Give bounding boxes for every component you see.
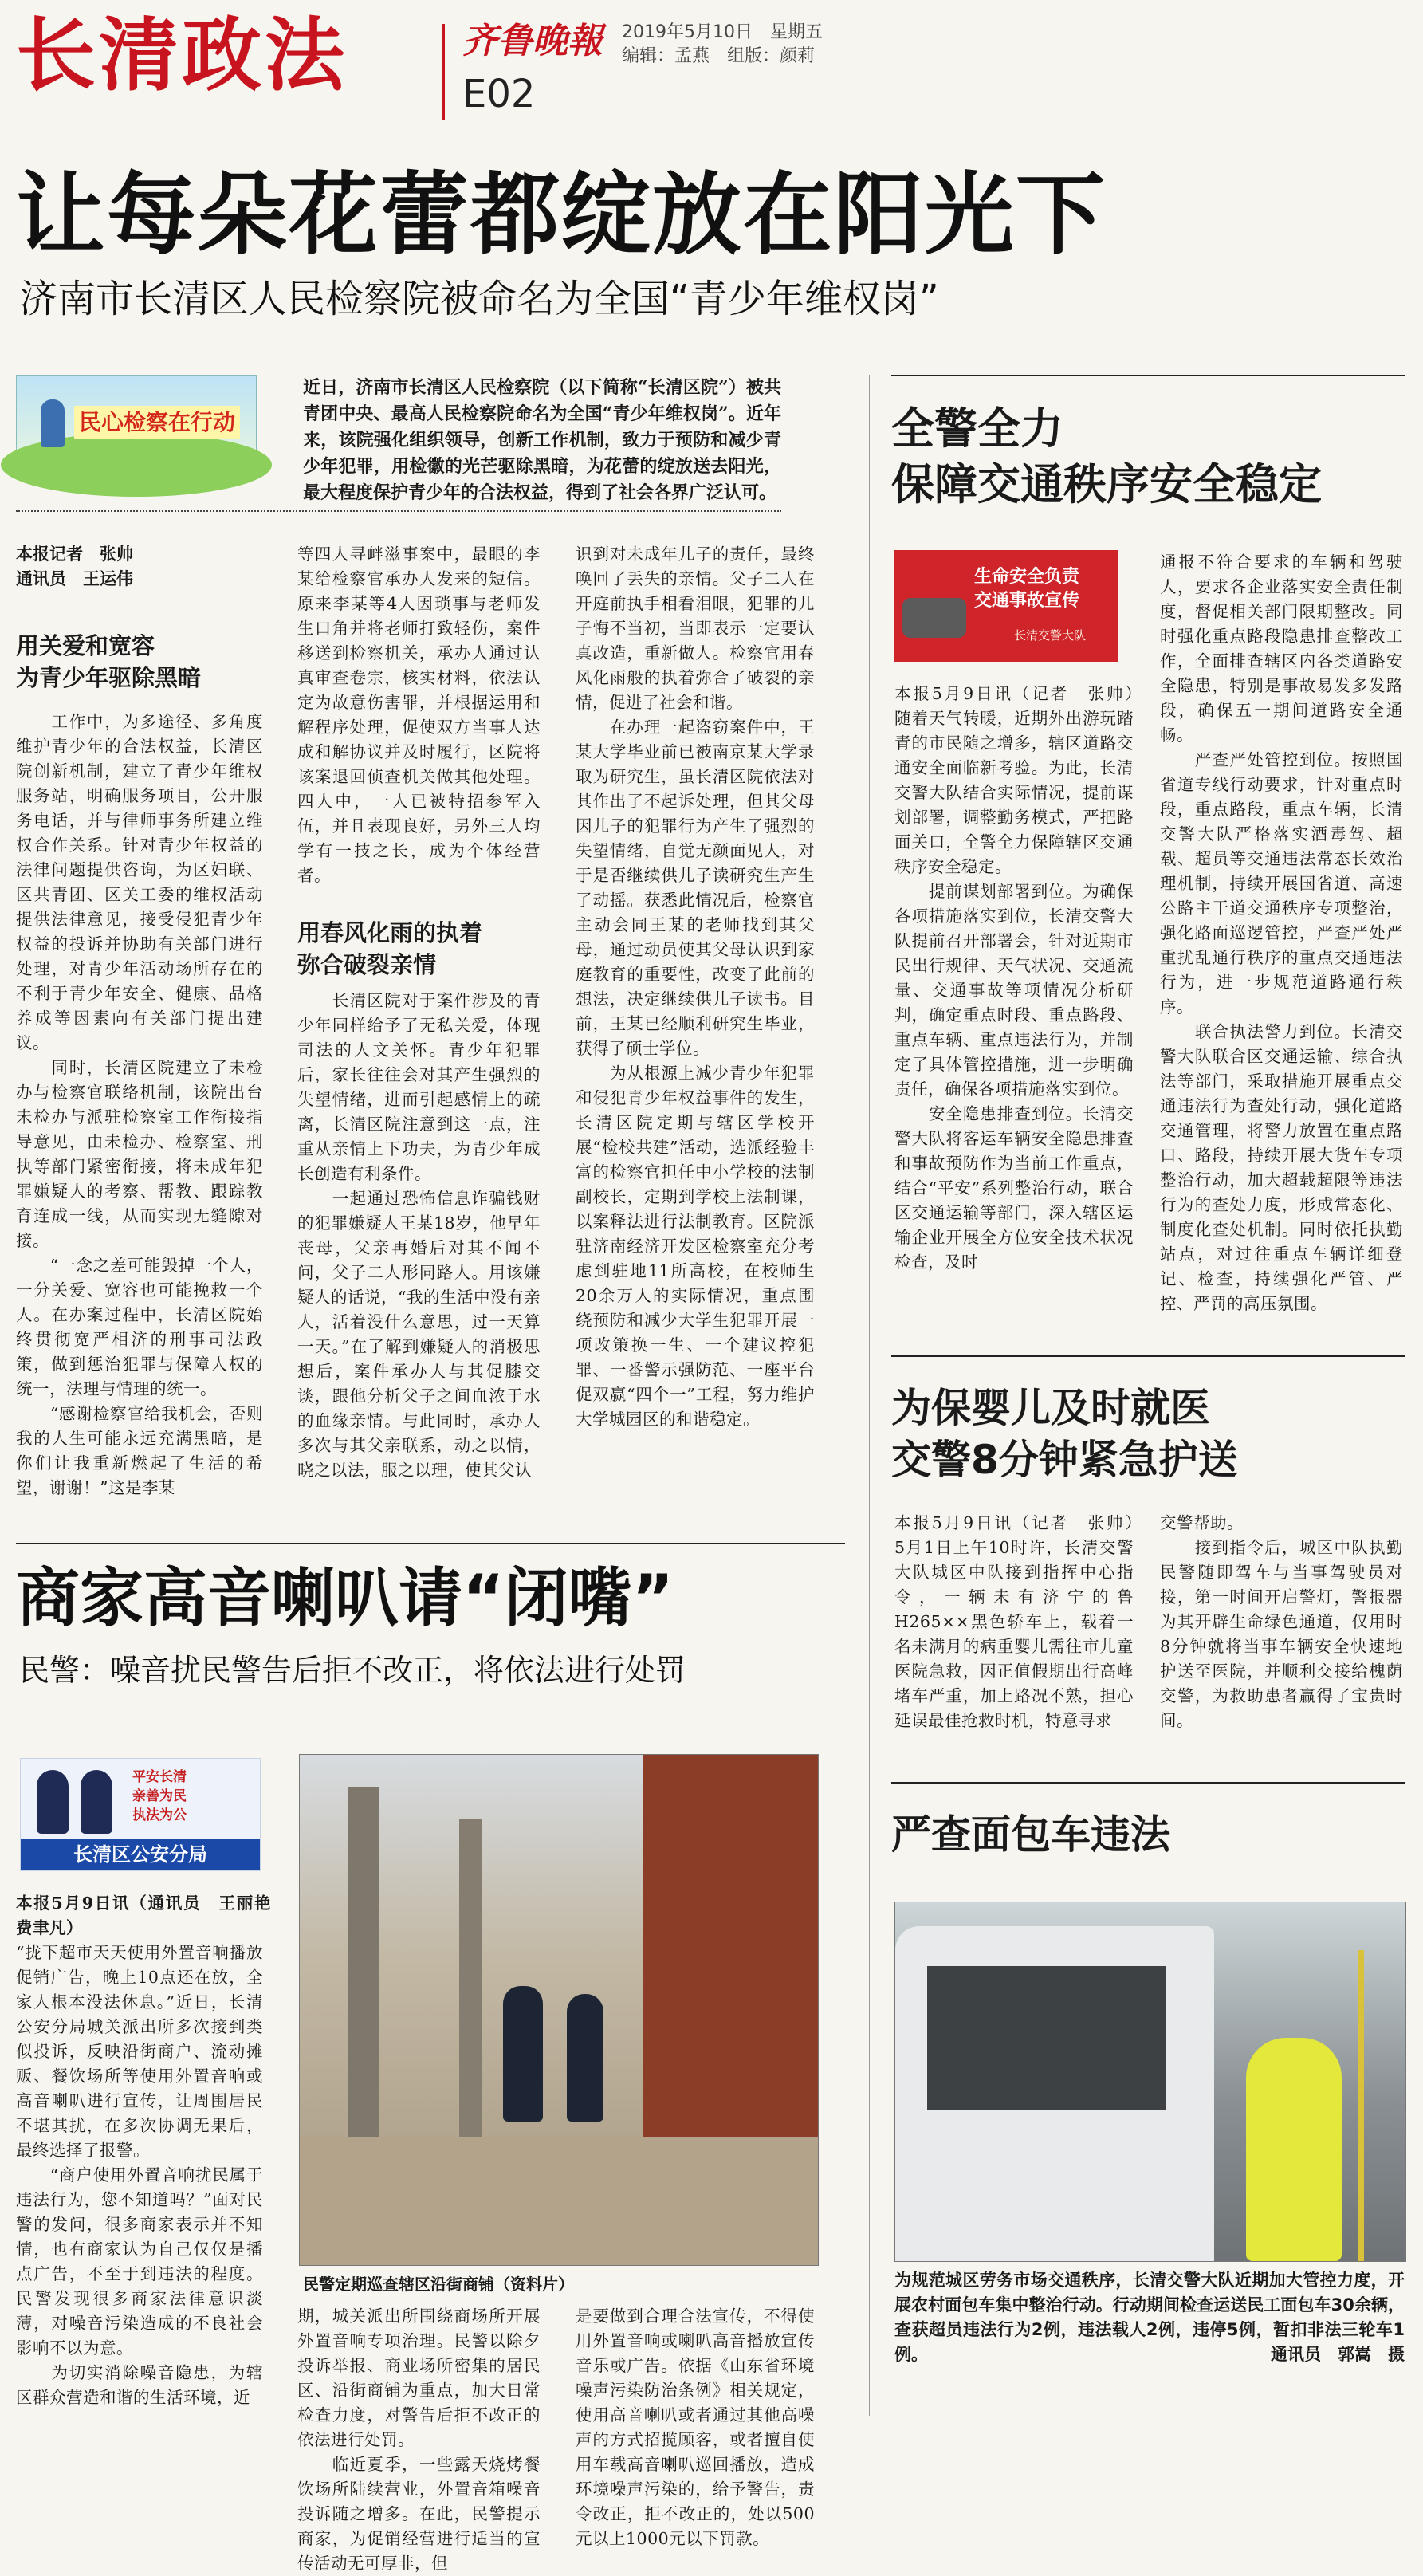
lead-column-1: 工作中，为多途径、多角度维护青少年的合法权益，长清区院创新机制，建立了青少年维权服务站，明确服务项目，公开服务电话，并与律师事务所建立维权合作关系。针对青少年权益的法律问题提供咨询，为区妇联、区共青团、区关工委的维权活动提供法律意见，接受侵犯青少年权益的投诉并协助有关部门进行处理，对青少年活动场所存在的不利于青少年安全、健康、品格养成等因素向有关部门提出建议。 同时，长清区院建立了未检办与检察官联络机制，该院出台未检办与派驻检察室工作衔接指导意见，由未检办、检察室、刑执等部门紧密衔接，将未成年犯罪嫌疑人的考察、帮教、跟踪教育连成一线，从而实现无缝隙对接。 “一念之差可能毁掉一个人，一分关爱、宽容也可能挽救一个人。在办案过程中，长清区院始终贯彻宽严相济的刑事司法政策，做到惩治犯罪与保障人权的统一，法理与情理的统一。 “感谢检察官给我机会，否则我的人生可能永远充满黑暗，是你们让我重新燃起了生活的希望，谢谢！”这是李某 <box>16 712 263 1497</box>
car-crash-icon <box>902 598 966 638</box>
lead-column-2a: 等四人寻衅滋事案中，最眼的李某给检察官承办人发来的短信。原来李某等4人因琐事与老师发生口角并将老师打致轻伤，案件移送到检察机关，承办人通过认真审查卷宗，核实材料，依法认定为故意伤害罪，并根据运用和解程序处理，促使双方当事人达成和解协议并及时履行，区院将该案退回侦查机关做其他处理。四人中，一人已被特招参军入伍，并且表现良好，另外三人均学有一技之长，成为个体经营者。 <box>297 545 541 885</box>
story4-headline-line1: 为保婴儿及时就医 <box>891 1385 1210 1431</box>
lead-logo-panel <box>16 375 257 472</box>
column-separator <box>869 375 870 2416</box>
lead-subhead-2: 用春风化雨的执着 弥合破裂亲情 <box>297 919 483 978</box>
issue-date: 2019年5月10日 星期五 <box>622 22 823 42</box>
story5-photo-caption <box>894 2268 1405 2367</box>
lead-subheadline: 济南市长清区人民检察院被命名为全国“青少年维权岗” <box>19 277 939 321</box>
road-marking <box>1358 1950 1364 2261</box>
masthead-divider <box>442 24 445 120</box>
story3-column-1: 本报5月9日讯（记者 张帅） 随着天气转暖，近期外出游玩踏青的市民随之增多，辖区道路交通安全面临新考验。为此，长清交警大队结合实际情况，提前谋划部署，调整勤务模式，严把路面关口，全警全力保障辖区交通秩序安全稳定。 提前谋划部署到位。为确保各项措施落实到位，长清交警大队提前召开部署会，针对近期市民出行规律、天气状况、交通流量、交通事故等项情况分析研判，确定重点时段、重点路段、重点车辆、重点违法行为，并制定了具体管控措施，进一步明确责任，确保各项措施落实到位。 安全隐患排查到位。长清交警大队将客运车辆安全隐患排查和事故预防作为当前工作重点，结合“平安”系列整治行动，联合区交通运输等部门，深入辖区运输企业开展全方位安全技术状况检查，及时 <box>894 684 1134 1272</box>
lead-intro-text: 近日，济南市长清区人民检察院（以下简称“长清区院”）被共青团中央、最高人民检察院命名为全国“青少年维权岗”。近年来，该院强化组织领导，创新工作机制，致力于预防和减少青少年犯罪，用检徽的光芒驱除黑暗，为花蕾的绽放送去阳光，最大程度保护青少年的合法权益，得到了社会各界广泛认可。 <box>303 377 781 503</box>
story2-byline: 本报5月9日讯（通讯员 王丽艳 费聿凡） <box>16 1894 288 1937</box>
police-logo <box>20 1758 261 1871</box>
story5-top-rule <box>891 1782 1405 1784</box>
story2-headline: 商家高音喇叭请“闭嘴” <box>16 1561 674 1635</box>
story3-logo <box>894 550 1118 662</box>
minivan-window <box>927 1966 1166 2110</box>
story2-subheadline: 民警：噪音扰民警告后拒不改正，将依法进行处罚 <box>19 1653 686 1688</box>
story3-headline-line2: 保障交通秩序安全稳定 <box>891 459 1322 509</box>
story3-logo-text-3: 长清交警大队 <box>1014 628 1087 643</box>
editor-credits: 编辑：孟燕 组版：颜莉 <box>622 46 816 66</box>
section-title: 长清政法 <box>16 9 348 102</box>
story3-logo-text-2: 交通事故宣传 <box>974 591 1080 611</box>
story4-top-rule <box>891 1355 1405 1357</box>
lead-byline-reporter: 本报记者 张帅 <box>16 545 133 564</box>
story4-headline-line2: 交警8分钟紧急护送 <box>891 1437 1238 1483</box>
story3-column-2: 通报不符合要求的车辆和驾驶人，要求各企业落实安全责任制度，督促相关部门限期整改。同时强化重点路段隐患排查整改工作，全面排查辖区内各类道路安全隐患，特别是事故易发多发路段，确保五一期间道路安全通畅。 严查严处管控到位。按照国省道专线行动要求，针对重点时段，重点路段，重点车辆，长清交警大队严格落实酒毒驾、超载、超员等交通违法常态长效治理机制，持续开展国省道、高速公路主干道交通秩序专项整治，强化路面巡逻管控，严查严处严重扰乱通行秩序的重点交通违法行为，进一步规范道路通行秩序。 联合执法警力到位。长清交警大队联合区交通运输、综合执法等部门，采取措施开展重点交通违法行为查处行动，强化道路交通管理，将警力放置在重点路口、路段，持续开展大货车专项整治行动，加大超载超限等违法行为的查处力度，形成常态化、制度化查处机制。同时依托执勤站点，对过往重点车辆详细登记、检查，持续强化严管、严控、严罚的高压氛围。 <box>1160 553 1403 1313</box>
lead-logo-text: 民心检察在行动 <box>74 406 240 439</box>
police-figure-icon <box>81 1770 112 1834</box>
traffic-officer-figure <box>1246 2038 1342 2261</box>
paper-name-logo: 齐鲁晚報 <box>462 21 603 61</box>
lead-headline: 让每朵花蕾都绽放在阳光下 <box>16 163 1107 267</box>
story4-column-1: 本报5月9日讯（记者 张帅） 5月1日上午10时许，长清交警大队城区中队接到指挥中心指令，一辆未有济宁的鲁H265××黑色轿车上，载着一名未满月的病重婴儿需往市儿童医院急救，因正值假期出行高峰堵车严重，加上路况不熟，担心延误最佳抢救时机，特意寻求 <box>894 1513 1150 1730</box>
lead-subhead-1: 用关爱和宽容 为青少年驱除黑暗 <box>16 632 202 691</box>
story2-column-2: 期，城关派出所围绕商场所开展外置音响专项治理。民警以除夕投诉举报、商业场所密集的居民区、沿街商铺为重点，加大日常检查力度，对警告后拒不改正的依法进行处罚。 临近夏季，一些露天烧烤餐饮场所陆续营业，外置音箱噪音投诉随之增多。在此，民警提示商家，为促销经营进行适当的宣传活动无可厚非，但 <box>297 2307 541 2573</box>
story4-column-2: 交警帮助。 接到指令后，城区中队执勤民警随即驾车与当事驾驶员对接，第一时间开启警灯，警报器为其开辟生命绿色通道，仅用时8分钟就将当事车辆安全快速地护送至医院，并顺利交接给槐荫交警，为救助患者赢得了宝贵时间。 <box>1160 1513 1403 1730</box>
lead-intro-rule <box>16 510 781 512</box>
lead-intro <box>303 375 781 506</box>
story5-headline: 严查面包车违法 <box>891 1811 1170 1858</box>
story5-photo-credit: 通讯员 郭嵩 摄 <box>1271 2345 1405 2364</box>
story2-photo-caption: 民警定期巡查辖区沿街商铺（资料片） <box>303 2275 574 2294</box>
police-figure-icon <box>37 1770 69 1834</box>
lead-column-2b: 长清区院对于案件涉及的青少年同样给予了无私关爱，体现司法的人文关怀。青少年犯罪后，家长往往会对其产生强烈的失望情绪，进而引起感情上的疏离，长清区院注意到这一点，注重从亲情上下功夫，为青少年成长创造有利条件。 一起通过恐怖信息诈骗钱财的犯罪嫌疑人王某18岁，他早年丧母，父亲再婚后对其不闻不问，父子二人形同路人。用该嫌疑人的话说，“我的生活中没有亲人，活着没什么意思，过一天算一天。”在了解到嫌疑人的消极思想后，案件承办人与其促膝交谈，跟他分析父子之间血浓于水的血缘亲情。与此同时，承办人多次与其父亲联系，动之以情，晓之以法，服之以理，使其父认 <box>297 991 541 1480</box>
police-logo-slogan-1: 平安长清 <box>132 1769 187 1785</box>
story3-headline-line1: 全警全力 <box>891 403 1063 454</box>
police-officer-figure <box>503 1986 543 2122</box>
story3-top-rule <box>891 375 1405 376</box>
page-number: E02 <box>462 72 536 116</box>
logo-figure-icon <box>41 399 65 447</box>
lead-byline-correspondent: 通讯员 王运伟 <box>16 569 133 588</box>
story2-column-1: “拢下超市天天使用外置音响播放促销广告，晚上10点还在放，全家人根本没法休息。”近日，长清公安分局城关派出所多次接到类似投诉，反映沿街商户、流动摊贩、餐饮场所等使用外置音响或高音喇叭进行宣传，让周围居民不堪其扰，在多次协调无果后，最终选择了报警。 “商户使用外置音响扰民属于违法行为，您不知道吗？”面对民警的发问，很多商家表示并不知情，也有商家认为自己仅仅是播点广告，不至于到违法的程度。民警发现很多商家法律意识淡薄，对噪音污染造成的不良社会影响不以为意。 为切实消除噪音隐患，为辖区群众营造和谐的生活环境，近 <box>16 1943 263 2407</box>
police-logo-slogan-3: 执法为公 <box>132 1807 187 1823</box>
story2-top-rule <box>16 1543 845 1544</box>
police-logo-slogan-2: 亲善为民 <box>132 1788 187 1804</box>
lead-column-3: 识到对未成年儿子的责任，最终唤回了丢失的亲情。父子二人在开庭前执手相看泪眼，犯罪的儿子悔不当初，当即表示一定要认真改造，重新做人。检察官用春风化雨般的执着弥合了破裂的亲情，促进了社会和谐。 在办理一起盗窃案件中，王某大学毕业前已被南京某大学录取为研究生，虽长清区院依法对其作出了不起诉处理，但其父母因儿子的犯罪行为产生了强烈的失望情绪，自觉无颜面见人，对于是否继续供儿子读研究生产生了动摇。获悉此情况后，检察官主动会同王某的老师找到其父母，通过动员使其父母认识到家庭教育的重要性，改变了此前的想法，决定继续供儿子读书。目前，王某已经顺利研究生毕业，获得了硕士学位。 为从根源上减少青少年犯罪和侵犯青少年权益事件的发生，长清区院定期与辖区学校开展“检校共建”活动，选派经验丰富的检察官担任中小学校的法制副校长，定期到学校上法制课，以案释法进行法制教育。区院派驻济南经济开发区检察室充分考虑到驻地11所高校，在校师生20余万人的实际情况，重点围绕预防和减少大学生犯罪开展一项改策换一生、一个建议控犯罪、一番警示强防范、一座平台促双赢“四个一”工程，努力维护大学城园区的和谐稳定。 <box>576 545 815 1429</box>
story2-photo <box>299 1754 819 2266</box>
story5-photo <box>894 1902 1406 2262</box>
story2-column-3: 是要做到合理合法宣传，不得使用外置音响或喇叭高音播放宣传音乐或广告。依据《山东省环境噪声污染防治条例》相关规定，使用高音喇叭或者通过其他高噪声的方式招揽顾客，或者擅自使用车载高音喇叭巡回播放，造成环境噪声污染的，给予警告，责令改正，拒不改正的，处以500元以上1000元以下罚款。 <box>576 2307 815 2548</box>
pavement <box>300 2137 818 2265</box>
story3-logo-text-1: 生命安全负责 <box>974 567 1080 587</box>
story5-caption-text: 为规范城区劳务市场交通秩序，长清交警大队近期加大管控力度，开展农村面包车集中整治行动。行动期间检查运送民工面包车30余辆，查获超员违法行为2例，违法载人2例，违停5例，暂扣非法三轮车1例。 <box>894 2271 1405 2364</box>
police-officer-figure <box>567 1994 603 2122</box>
police-logo-banner: 长清区公安分局 <box>21 1839 260 1870</box>
